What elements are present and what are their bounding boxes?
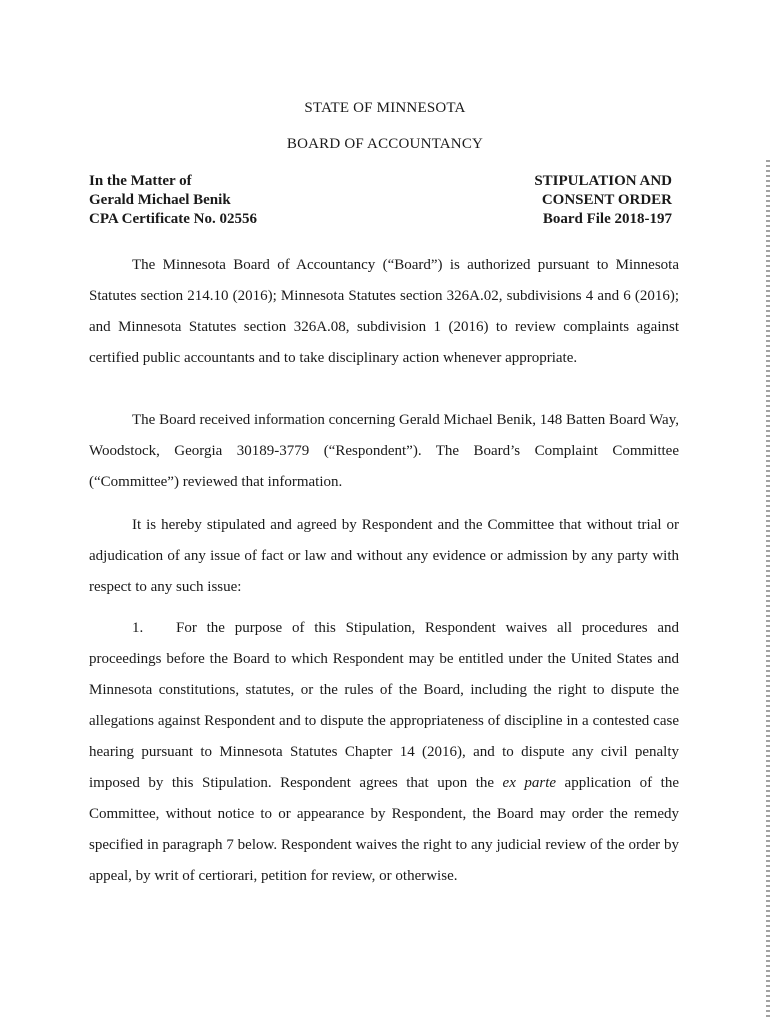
- paragraph-1-text-b: application of the Committee, without notice to or appearance by Respondent, the Board may order the remedy specified in paragraph 7 below. Respondent waives the right to any judicial review of the order by appeal, by writ of certiorari, petition for review, or otherwise.: [89, 775, 679, 884]
- caption-doc-type-line1: STIPULATION AND: [534, 173, 672, 189]
- case-caption-left: [89, 172, 257, 229]
- caption-respondent-name: Gerald Michael Benik: [89, 192, 231, 208]
- caption-matter-line: In the Matter of: [89, 173, 192, 189]
- scan-edge-marks: [766, 160, 770, 1020]
- board-heading: BOARD OF ACCOUNTANCY: [286, 136, 484, 152]
- paragraph-number: 1.: [132, 620, 144, 636]
- paragraph-1-text-a: For the purpose of this Stipulation, Respondent waives all procedures and proceedings before the Board to which Respondent may be entitled under the United States and Minnesota constitutions, statutes, or the rules of the Board, including the right to dispute the allegations against Respondent and to dispute the appropriateness of discipline in a contested case hearing pursuant to Minnesota Statutes Chapter 14 (2016), and to dispute any civil penalty imposed by this Stipulation. Respondent agrees that upon the: [89, 620, 679, 791]
- case-caption-right: [440, 172, 672, 229]
- caption-board-file: Board File 2018-197: [542, 211, 672, 227]
- caption-certificate-number: CPA Certificate No. 02556: [89, 211, 258, 227]
- paragraph-1-italic-term: ex parte: [502, 775, 557, 791]
- caption-doc-type-line2: CONSENT ORDER: [541, 192, 672, 208]
- paragraph-information-received: The Board received information concerning Gerald Michael Benik, 148 Batten Board Way, Woodstock, Georgia 30189-3779 (“Respondent”). The Board’s Complaint Committee (“Committee”) reviewed that information.: [89, 412, 679, 490]
- paragraph-stipulation-intro: It is hereby stipulated and agreed by Respondent and the Committee that without trial or adjudication of any issue of fact or law and without any evidence or admission by any party with respect to any such issue:: [89, 517, 679, 595]
- paragraph-1-waiver: [89, 613, 679, 892]
- state-heading: STATE OF MINNESOTA: [304, 100, 466, 116]
- paragraph-authority: The Minnesota Board of Accountancy (“Board”) is authorized pursuant to Minnesota Statutes section 214.10 (2016); Minnesota Statutes section 326A.02, subdivisions 4 and 6 (2016); and Minnesota Statutes section 326A.08, subdivision 1 (2016) to review complaints against certified public accountants and to take disciplinary action whenever appropriate.: [89, 257, 679, 366]
